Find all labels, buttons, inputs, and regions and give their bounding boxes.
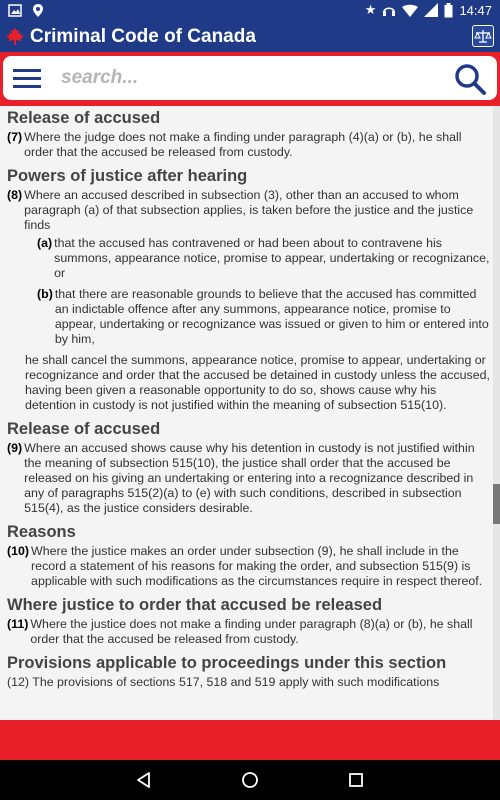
app-title: Criminal Code of Canada — [30, 26, 256, 47]
scrollbar-track[interactable] — [493, 106, 500, 720]
subsection-number: (7) — [7, 130, 23, 144]
paragraph-number: (b) — [37, 287, 53, 301]
subsection-text: Where an accused shows cause why his detention in custody is not justified within the meaning of subsection 515(10), the justice shall order that the accused be released on his giving an undertaking or entering into a recognizance described in any of paragraphs 515(2)(a) to (e) with such conditions, described in subsection 515(4), as the justice considers desirable. — [24, 441, 475, 515]
section-heading: Where justice to order that accused be released — [7, 596, 383, 614]
section-heading: Provisions applicable to proceedings under this section — [7, 654, 447, 672]
location-pin-icon — [32, 3, 44, 18]
paragraph-number: (a) — [37, 236, 53, 250]
home-icon[interactable] — [240, 770, 260, 790]
subsection-text: Where an accused described in subsection (3), other than an accused to whom paragraph (a) of that subsection applies, is taken before the justice and the justice finds — [24, 188, 474, 232]
scales-button[interactable] — [472, 25, 494, 47]
subsection-text: Where the justice does not make a finding under paragraph (8)(a) or (b), he shall order that the accused be released from custody. — [30, 617, 473, 646]
subsection-text: Where the judge does not make a finding under paragraph (4)(a) or (b), he shall order that the accused be released from custody. — [24, 130, 462, 159]
subsection — [7, 441, 490, 516]
subsection-text: Where the justice makes an order under subsection (9), he shall include in the record a statement of his reasons for making the order, and subsection 515(9) is applicable with such modifications as the circumstances require in respect thereof. — [31, 544, 483, 588]
battery-icon — [444, 3, 453, 18]
section-heading: Reasons — [7, 523, 76, 541]
subsection-number: (11) — [7, 617, 29, 631]
subsection — [7, 130, 490, 160]
search-bar — [0, 52, 500, 106]
search-box — [3, 56, 497, 100]
subsection-number: (8) — [7, 188, 23, 202]
bottom-banner — [0, 720, 500, 760]
status-time: 14:47 — [459, 2, 492, 18]
subsection-number: (10) — [7, 544, 30, 558]
star-icon: ★ — [364, 2, 377, 17]
content-area[interactable] — [0, 106, 500, 720]
subsection-partial: (12) The provisions of sections 517, 518 and 519 apply with such modifications — [7, 675, 440, 689]
headset-icon — [382, 3, 396, 17]
navigation-bar — [0, 760, 500, 800]
section-heading: Release of accused — [7, 420, 161, 438]
search-input[interactable] — [61, 62, 441, 94]
scales-icon — [473, 26, 493, 46]
image-icon — [8, 4, 22, 17]
signal-icon — [424, 3, 438, 17]
section-heading: Powers of justice after hearing — [7, 167, 248, 185]
paragraph — [37, 236, 490, 281]
subsection — [7, 617, 490, 647]
subsection-number: (9) — [7, 441, 23, 455]
recents-icon[interactable] — [346, 770, 366, 790]
menu-icon[interactable] — [11, 66, 43, 90]
paragraph — [37, 287, 490, 347]
subsection — [7, 188, 490, 233]
section-heading: Release of accused — [7, 109, 161, 127]
subsection — [7, 544, 490, 589]
paragraph-text: that there are reasonable grounds to believe that the accused has committed an indictable offence after any summons, appearance notice, promise to appear, undertaking or recognizance was issued or given to him or entered into by him, — [54, 287, 489, 346]
section-text — [7, 106, 490, 690]
app-bar — [0, 22, 500, 52]
wifi-icon — [402, 4, 418, 17]
continuation-text: he shall cancel the summons, appearance notice, promise to appear, undertaking or recognizance and order that the accused be detained in custody unless the accused, having been given a reasonable opportunity to do so, shows cause why his detention in custody is not justified within the meaning of subsection 515(10). — [25, 353, 490, 412]
scrollbar-thumb[interactable] — [493, 484, 500, 524]
search-icon[interactable] — [453, 62, 487, 96]
maple-leaf-icon — [5, 26, 25, 46]
status-bar — [0, 0, 500, 22]
paragraph-text: that the accused has contravened or had been about to contravene his summons, appearance notice, promise to appear, undertaking or recognizance, or — [54, 236, 490, 280]
back-icon[interactable] — [134, 770, 154, 790]
